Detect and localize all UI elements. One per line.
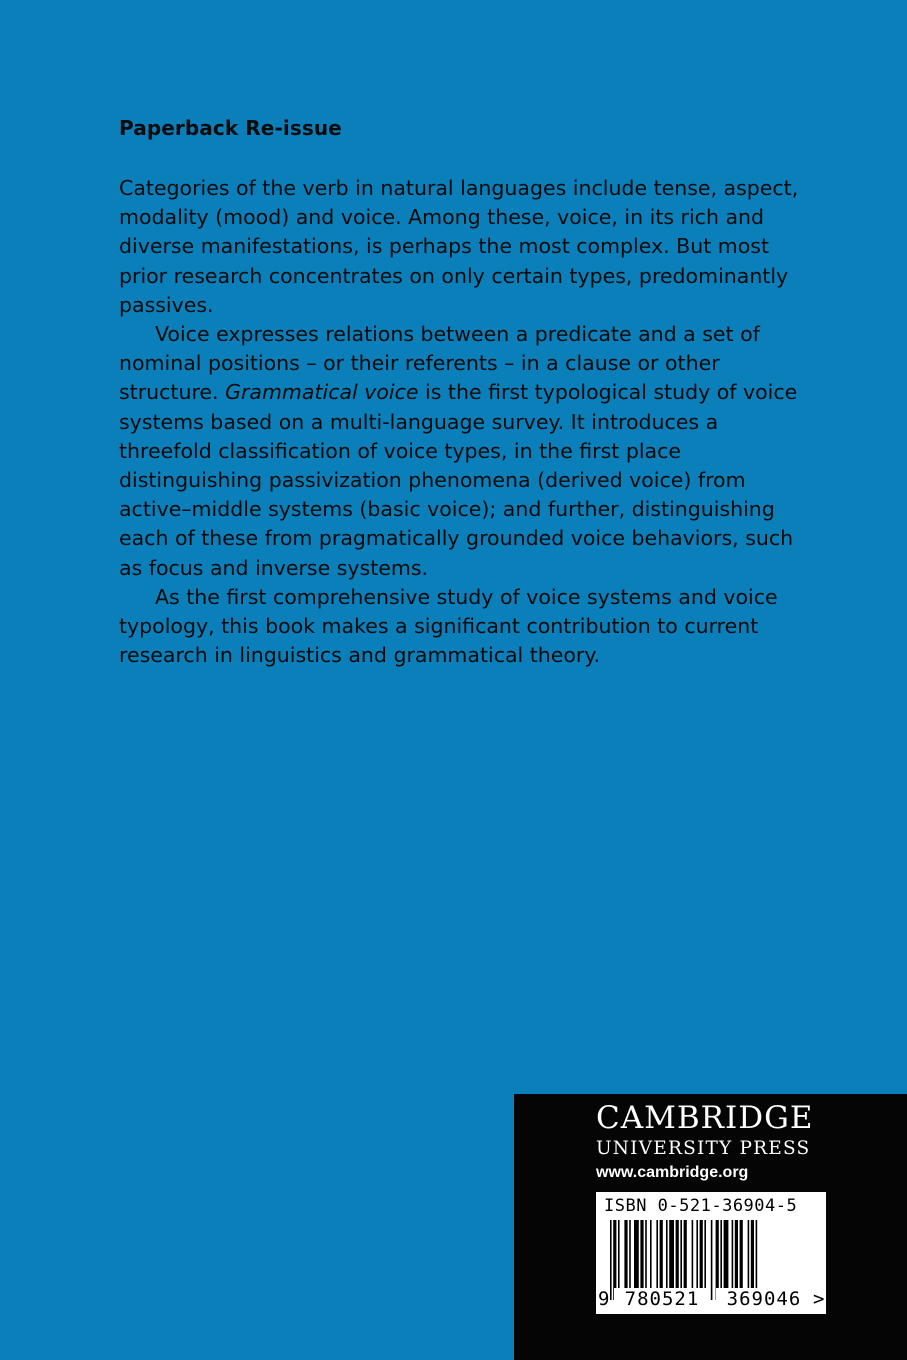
blurb-text: [119, 174, 809, 670]
publisher-subtitle: UNIVERSITY PRESS: [596, 1138, 811, 1159]
barcode-digits-right: 369046: [716, 1288, 812, 1310]
para2-rest: is the first typological study of voice systems based on a multi-language survey. It introduces a threefold classification of voice types, in the first place distinguishing passivization phenomena (derived voice) from active–middle systems (basic voice); and further, distinguishing each of these from pragmatically grounded voice behaviors, such as focus and inverse systems.: [119, 380, 798, 580]
isbn-label: ISBN 0-521-36904-5: [604, 1196, 798, 1216]
barcode-end-mark: >: [813, 1288, 825, 1310]
barcode-digits: [596, 1288, 826, 1314]
barcode-digits-left: 780521: [614, 1288, 710, 1310]
publisher-name: CAMBRIDGE: [596, 1100, 814, 1136]
blurb-paragraph-2: [119, 320, 809, 583]
blurb-paragraph-1: Categories of the verb in natural languages include tense, aspect, modality (mood) and voice. Among these, voice, in its rich and diverse manifestations, is perhaps the most complex. But most prior research concentrates on only certain types, predominantly passives.: [119, 176, 799, 317]
blurb-paragraph-3: As the first comprehensive study of voice systems and voice typology, this book makes a significant contribution to current research in linguistics and grammatical theory.: [119, 584, 778, 668]
publisher-panel: [514, 1094, 907, 1360]
book-title-italic: Grammatical voice: [225, 380, 419, 405]
para2-intro: Voice expresses relations between a predicate and a set of nominal positions – or their referents – in a clause or other structure.: [119, 322, 760, 405]
barcode-box: [596, 1192, 826, 1314]
barcode-digit-first: 9: [598, 1288, 610, 1310]
section-heading: Paperback Re-issue: [119, 116, 342, 140]
publisher-url: www.cambridge.org: [596, 1164, 749, 1181]
